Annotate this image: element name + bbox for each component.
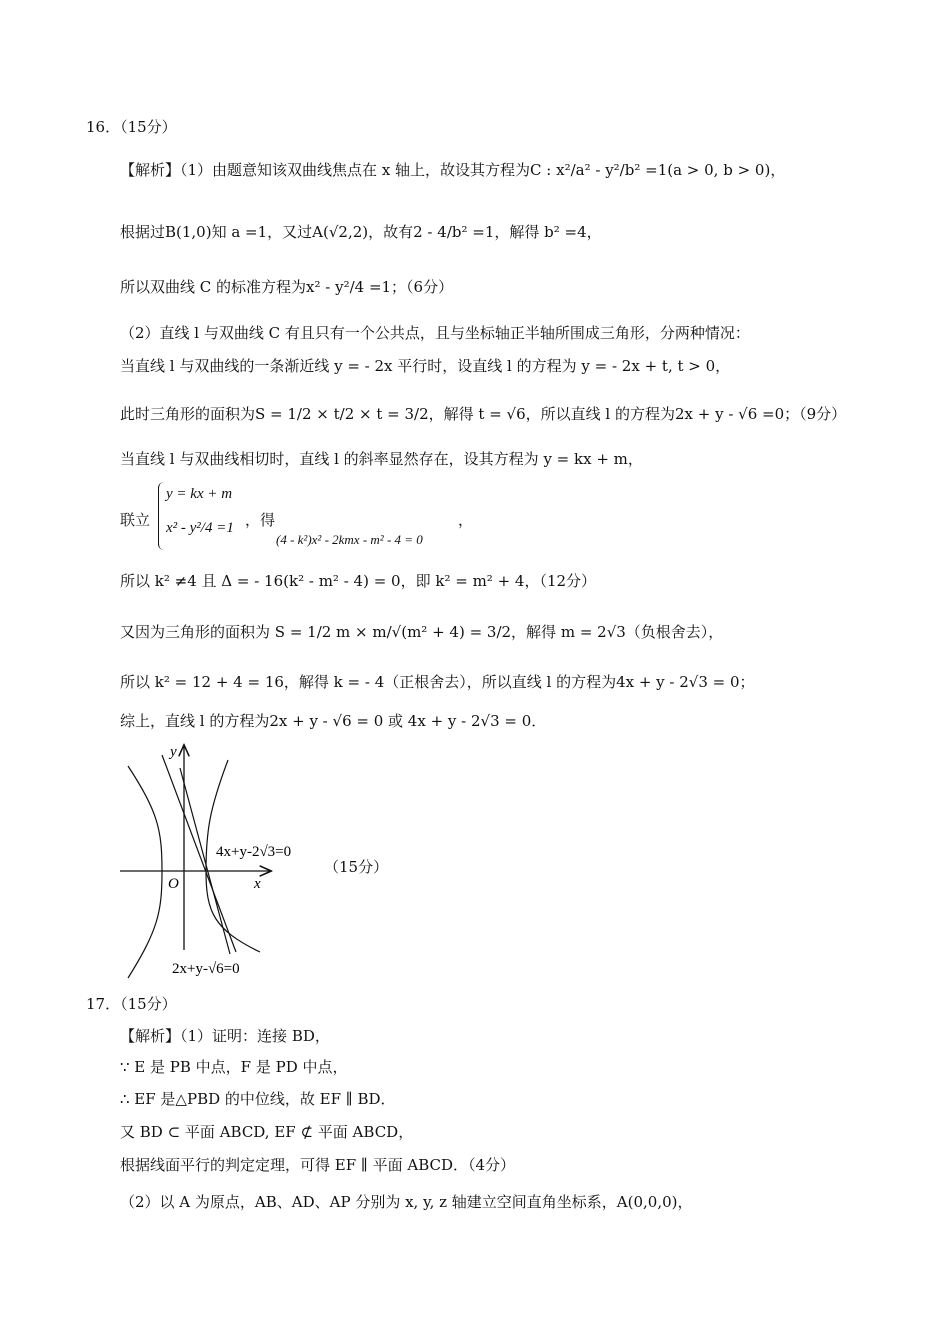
y-axis-label: y [170, 744, 177, 760]
q17-header: 17．（15分） [86, 995, 177, 1013]
q16-line-5: 当直线 l 与双曲线的一条渐近线 y = - 2x 平行时，设直线 l 的方程为 y = - 2x + t, t > 0， [120, 357, 731, 375]
hyperbola-left-branch [128, 766, 162, 978]
graph-score: （15分） [324, 858, 389, 876]
q16-line-9: 所以 k² ≠4 且 Δ = - 16(k² - m² - 4) = 0，即 k² = m² + 4，（12分） [120, 572, 597, 590]
line1-label: 4x+y-2√3=0 [216, 844, 292, 860]
q16-line-1: 【解析】（1）由题意知该双曲线焦点在 x 轴上，故设其方程为C : x²/a² - y²/b² =1(a > 0, b > 0)， [120, 161, 786, 179]
x-axis-label: x [254, 876, 261, 892]
q16-line-8-mid: ，得 [245, 511, 276, 529]
q16-line-10: 又因为三角形的面积为 S = 1/2 m × m/√(m² + 4) = 3/2，解得 m = 2√3（负根舍去）， [120, 623, 724, 641]
hyperbola-graph [110, 740, 350, 982]
q16-line-12: 综上，直线 l 的方程为2x + y - √6 = 0 或 4x + y - 2√3 = 0． [120, 712, 547, 730]
q16-line-8-end: ， [458, 511, 474, 529]
q16-line-4: （2）直线 l 与双曲线 C 有且只有一个公共点，且与坐标轴正半轴所围成三角形，分两种情况： [120, 324, 750, 342]
system-eq-1: y = kx + m [166, 486, 233, 502]
q17-line-4: 又 BD ⊂ 平面 ABCD, EF ⊄ 平面 ABCD， [120, 1123, 414, 1141]
q16-line-8-lead: 联立 [120, 511, 151, 529]
q17-line-2: ∵ E 是 PB 中点，F 是 PD 中点， [120, 1058, 348, 1076]
q16-line-8-eq: (4 - k²)x² - 2kmx - m² - 4 = 0 [276, 532, 423, 547]
system-brace [158, 482, 165, 550]
q16-line-6: 此时三角形的面积为S = 1/2 × t/2 × t = 3/2，解得 t = √6，所以直线 l 的方程为2x + y - √6 =0；（9分） [120, 405, 847, 423]
q16-header: 16．（15分） [86, 118, 177, 136]
q16-line-3: 所以双曲线 C 的标准方程为x² - y²/4 =1；（6分） [120, 278, 454, 296]
q16-line-7: 当直线 l 与双曲线相切时，直线 l 的斜率显然存在，设其方程为 y = kx + m， [120, 450, 643, 468]
line-2x-y [180, 768, 230, 954]
q16-line-2: 根据过B(1,0)知 a =1，又过A(√2,2)，故有2 - 4/b² =1，解得 b² =4， [120, 223, 602, 241]
line2-label: 2x+y-√6=0 [172, 961, 240, 977]
q17-line-1: 【解析】（1）证明：连接 BD， [120, 1027, 330, 1045]
q17-line-3: ∴ EF 是△PBD 的中位线，故 EF ∥ BD． [120, 1090, 396, 1108]
q16-line-11: 所以 k² = 12 + 4 = 16，解得 k = - 4（正根舍去），所以直线 l 的方程为4x + y - 2√3 = 0； [120, 673, 755, 691]
q17-line-6: （2）以 A 为原点，AB、AD、AP 分别为 x, y, z 轴建立空间直角坐标系，A(0,0,0)， [120, 1193, 693, 1211]
q17-line-5: 根据线面平行的判定定理，可得 EF ∥ 平面 ABCD．（4分） [120, 1156, 516, 1174]
system-eq-2: x² - y²/4 =1 [166, 520, 234, 536]
origin-label: O [168, 876, 179, 892]
